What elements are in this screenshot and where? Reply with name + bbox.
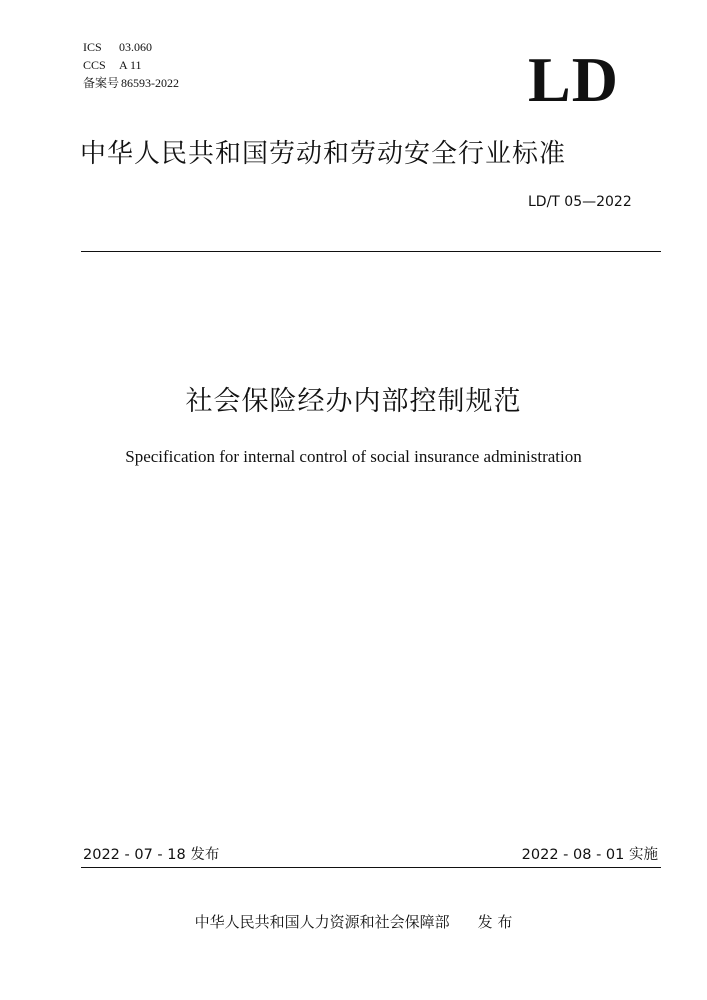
ics-label: ICS xyxy=(83,40,102,54)
issuer-name: 中华人民共和国人力资源和社会保障部 xyxy=(194,913,450,931)
filing-label: 备案号 xyxy=(83,76,120,90)
implementation-date: 2022 - 08 - 01 实施 xyxy=(521,847,658,863)
standard-category-title: 中华人民共和国劳动和劳动安全行业标准 xyxy=(80,139,567,169)
document-title: 社会保险经办内部控制规范 xyxy=(185,386,522,417)
issuer-line xyxy=(0,911,707,933)
top-divider xyxy=(81,251,661,252)
ccs-row xyxy=(83,56,179,74)
filing-row xyxy=(83,74,179,92)
ld-logo: LD xyxy=(528,44,619,115)
bottom-divider xyxy=(81,867,661,868)
standard-number: LD/T 05—2022 xyxy=(528,194,632,210)
ccs-label: CCS xyxy=(83,58,106,72)
issuer-action: 发 布 xyxy=(477,913,513,931)
release-date: 2022 - 07 - 18 发布 xyxy=(83,847,220,863)
ics-row xyxy=(83,38,179,56)
classification-block xyxy=(83,38,179,92)
ccs-value: A 11 xyxy=(119,58,142,72)
document-english-title: Specification for internal control of social insurance administration xyxy=(125,447,582,466)
ics-value: 03.060 xyxy=(119,40,152,54)
filing-value: 86593-2022 xyxy=(121,76,179,90)
